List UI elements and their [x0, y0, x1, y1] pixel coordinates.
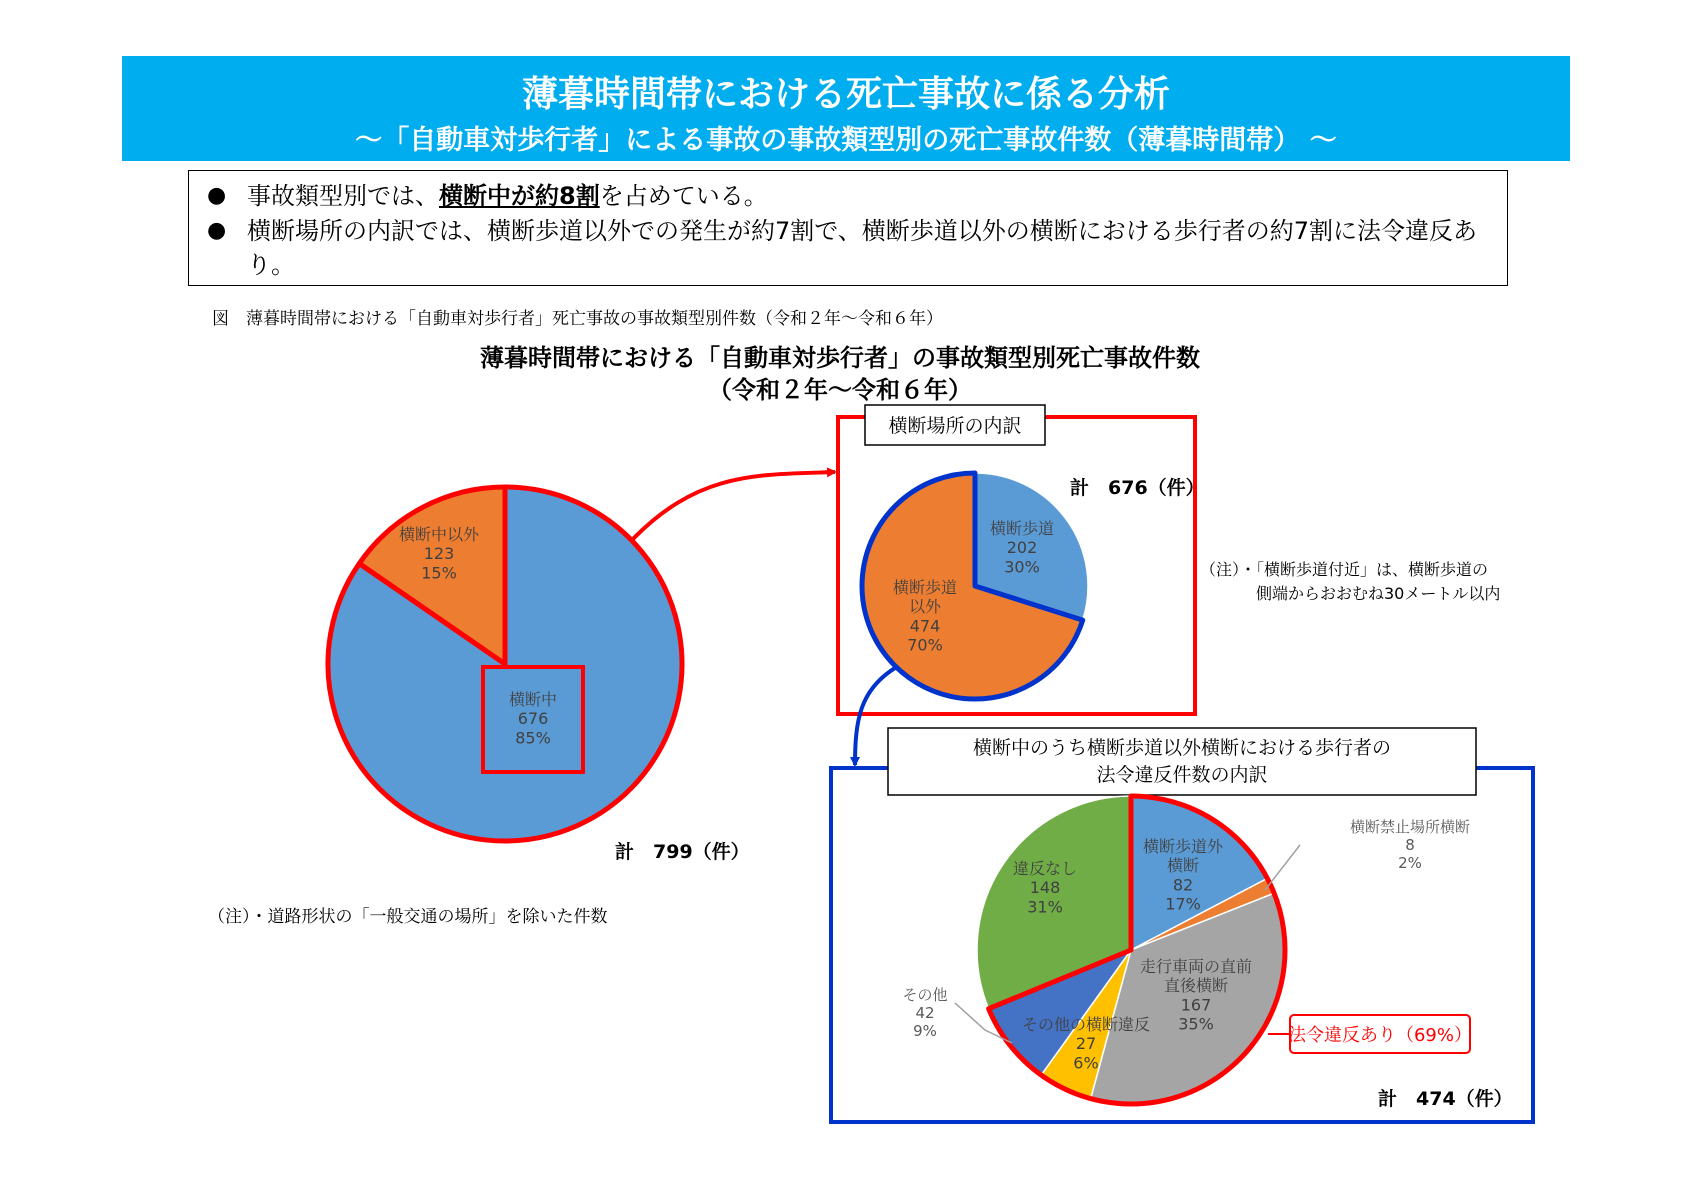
pie-accident-type	[328, 487, 682, 841]
pie3-label-outside-crosswalk-line-3: 17%	[1165, 894, 1201, 914]
figure-caption: 図 薄暮時間帯における「自動車対歩行者」死亡事故の事故類型別件数（令和２年～令和６年）	[212, 309, 943, 329]
note-left: （注）・道路形状の「一般交通の場所」を除いた件数	[208, 907, 608, 927]
pie2-label-noncrosswalk-line-0: 横断歩道	[892, 578, 958, 597]
pie3-label-no-violation-line-2: 31%	[1027, 897, 1063, 917]
violation-title-line1: 横断中のうち横断歩道以外横断における歩行者の	[972, 737, 1392, 759]
pie2-label-noncrosswalk-line-2: 474	[909, 616, 941, 636]
pie2-label-crosswalk-line-2: 30%	[1004, 557, 1040, 577]
pie3-label-other-line-1: 42	[915, 1004, 935, 1022]
pie3-label-other-crossing-line-0: その他の横断違反	[1021, 1015, 1151, 1034]
pie3-label-other-line-0: その他	[902, 986, 948, 1004]
pie-crossing-location	[862, 473, 1088, 699]
total-pie2: 計 676（件）	[1070, 477, 1205, 499]
pie3-label-other-crossing-line-2: 6%	[1073, 1053, 1099, 1073]
pie3-label-prohibited-line-0: 横断禁止場所横断	[1349, 818, 1471, 836]
pie1-label-noncrossing-line-2: 15%	[421, 563, 457, 583]
pie3-label-before-after-vehicle-line-2: 167	[1180, 995, 1212, 1015]
banner-subtitle: ～「自動車対歩行者」による事故の事故類型別の死亡事故件数（薄暮時間帯） ～	[355, 125, 1337, 156]
bullet-icon: ●	[207, 183, 227, 208]
note-right-line2: 側端からおおむね30メートル以内	[1256, 584, 1501, 603]
pie3-label-before-after-vehicle-line-0: 走行車両の直前	[1139, 957, 1253, 976]
pie3-label-other-line-2: 9%	[913, 1022, 937, 1040]
point1-post: を占めている。	[599, 182, 768, 210]
pie2-label-crosswalk-line-0: 横断歩道	[989, 519, 1055, 538]
point1-pre: 事故類型別では、	[247, 182, 439, 210]
violation-callout-text: 法令違反あり（69%）	[1287, 1025, 1473, 1046]
total-pie3: 計 474（件）	[1378, 1088, 1513, 1110]
pie3-label-prohibited-line-1: 8	[1405, 836, 1415, 854]
pie3-label-outside-crosswalk-line-1: 横断	[1166, 856, 1200, 876]
violation-title-line2: 法令違反件数の内訳	[1096, 764, 1268, 786]
pie1-label-crossing-line-1: 676	[517, 709, 549, 729]
pie3-label-before-after-vehicle-line-1: 直後横断	[1163, 976, 1229, 996]
pie1-label-crossing-line-0: 横断中	[508, 690, 558, 709]
leader-prohibited	[1265, 845, 1300, 890]
chart-title-line1: 薄暮時間帯における「自動車対歩行者」の事故類型別死亡事故件数	[480, 344, 1200, 372]
pie2-label-noncrosswalk-line-1: 以外	[908, 597, 942, 617]
pie3-label-other-crossing-line-1: 27	[1075, 1034, 1097, 1054]
pie3-label-no-violation-line-1: 148	[1029, 878, 1061, 898]
point1-emphasis: 横断中が約8割	[439, 182, 600, 210]
pie2-label-noncrosswalk-line-3: 70%	[907, 635, 943, 655]
note-right-line1: （注）・「横断歩道付近」は、横断歩道の	[1200, 560, 1489, 579]
total-pie1: 計 799（件）	[615, 841, 750, 863]
pie3-label-prohibited-line-2: 2%	[1398, 854, 1422, 872]
pie2-label-crosswalk-line-1: 202	[1006, 538, 1038, 558]
pie1-label-noncrossing-line-1: 123	[423, 544, 455, 564]
chart-title-line2: （令和２年～令和６年）	[708, 376, 972, 404]
pie1-label-crossing-line-2: 85%	[515, 728, 551, 748]
pie3-label-outside-crosswalk-line-0: 横断歩道外	[1142, 837, 1224, 856]
pie3-label-no-violation-line-0: 違反なし	[1012, 859, 1078, 878]
pie1-label-noncrossing-line-0: 横断中以外	[398, 525, 480, 544]
arrow-to-crossing-breakdown	[632, 472, 835, 540]
point2-text: 横断場所の内訳では、横断歩道以外での発生が約7割で、横断歩道以外の横断における歩行者の約7割に法令違反あり。	[247, 217, 1478, 279]
crossing-breakdown-title: 横断場所の内訳	[888, 415, 1022, 437]
bullet-icon: ●	[207, 218, 227, 243]
banner-title: 薄暮時間帯における死亡事故に係る分析	[521, 74, 1170, 115]
pie3-label-outside-crosswalk-line-2: 82	[1172, 875, 1194, 895]
pie3-label-before-after-vehicle-line-3: 35%	[1178, 1014, 1214, 1034]
